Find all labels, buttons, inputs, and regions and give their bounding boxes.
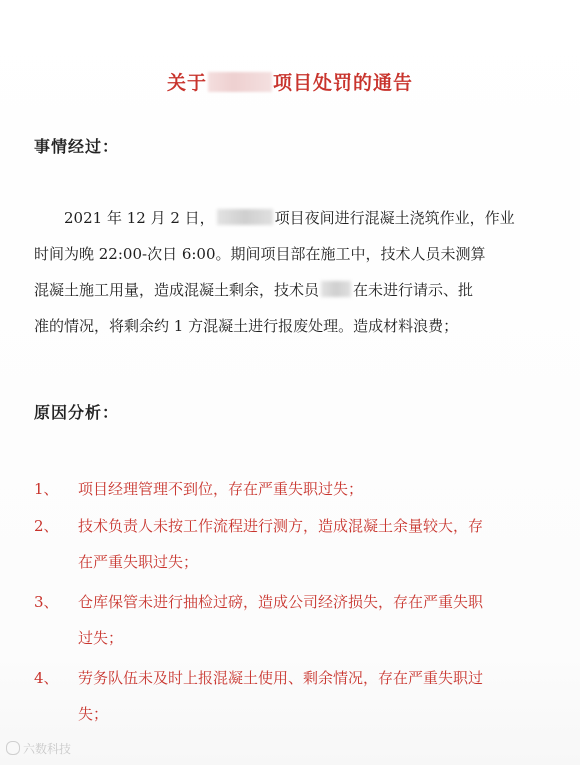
incident-heading: 事情经过： bbox=[34, 137, 120, 156]
redacted-project-name bbox=[208, 72, 272, 92]
cause-item-text: 项目经理管理不到位，存在严重失职过失； bbox=[78, 480, 364, 498]
watermark-text: 六数科技 bbox=[23, 742, 72, 756]
cause-item-text: 劳务队伍未及时上报混凝土使用、剩余情况，存在严重失职过 bbox=[78, 669, 484, 687]
title-suffix: 项目处罚的通告 bbox=[273, 72, 414, 94]
cause-item-text-cont: 在严重失职过失； bbox=[78, 553, 199, 571]
document-title bbox=[0, 68, 580, 95]
incident-line-3 bbox=[34, 279, 473, 300]
cause-item-number: 1、 bbox=[34, 480, 59, 498]
cause-item-text-cont: 失； bbox=[78, 705, 109, 723]
watermark-logo-icon bbox=[6, 741, 20, 755]
cause-item-text: 技术负责人未按工作流程进行测方，造成混凝土余量较大，存 bbox=[78, 517, 484, 535]
incident-line-1-start: 2021 年 12 月 2 日， bbox=[64, 209, 215, 227]
incident-line-3-start: 混凝土施工用量，造成混凝土剩余，技术员 bbox=[34, 281, 320, 299]
cause-item-text: 仓库保管未进行抽检过磅，造成公司经济损失，存在严重失职 bbox=[78, 593, 484, 611]
redacted-technician-name bbox=[321, 281, 351, 297]
incident-line-1-end: 项目夜间进行混凝土浇筑作业，作业 bbox=[274, 209, 515, 227]
redacted-project-name-body bbox=[217, 209, 273, 225]
title-prefix: 关于 bbox=[166, 72, 207, 94]
cause-item-number: 4、 bbox=[34, 669, 59, 687]
incident-line-4: 准的情况，将剩余约 1 方混凝土进行报废处理。造成材料浪费； bbox=[34, 317, 459, 335]
incident-line-1 bbox=[64, 207, 515, 228]
watermark bbox=[6, 740, 71, 757]
cause-heading: 原因分析： bbox=[34, 403, 120, 422]
cause-item-number: 2、 bbox=[34, 517, 59, 535]
cause-item-text-cont: 过失； bbox=[78, 629, 124, 647]
cause-item-number: 3、 bbox=[34, 593, 59, 611]
incident-line-2: 时间为晚 22:00-次日 6:00。期间项目部在施工中，技术人员未测算 bbox=[34, 245, 486, 263]
incident-line-3-end: 在未进行请示、批 bbox=[353, 281, 474, 299]
